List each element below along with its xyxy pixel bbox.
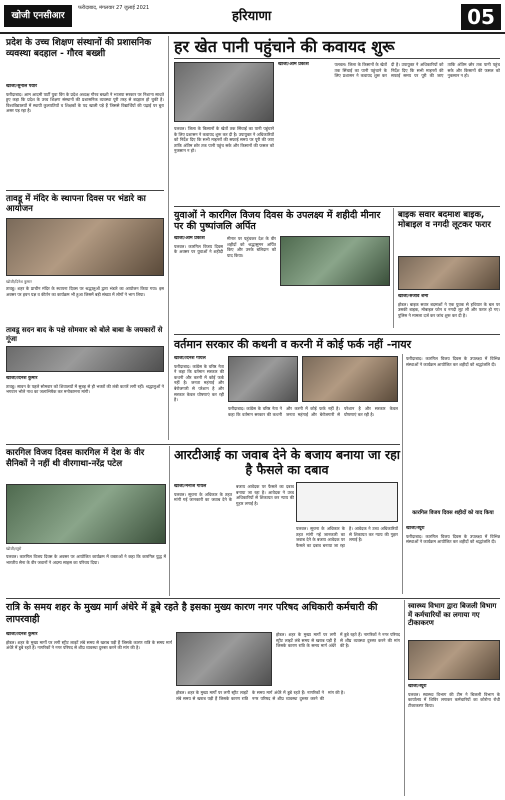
story-7-text: फरीदाबाद। कांग्रेस के वरिष्ठ नेता ने कहा कि वर्तमान सरकार की कथनी और करनी में कोई फर्क नहीं है। जनता महंगाई और बेरोजगारी से परेशान है और सरकार केवल घोषणाएं कर रही है। [174, 363, 224, 403]
story-11-text-cont-2: होडल। शहर के मुख्य मार्गों पर लगी स्ट्रीट लाइटें लंबे समय से खराब पड़ी हैं जिसके कारण रात्रि के समय मार्ग अंधेरे में डूबे रहते हैं। नागरिकों ने नगर परिषद से शीघ्र व्यवस्था दुरुस्त करने की मांग की है। [276, 632, 400, 649]
story-2-text-cont: पलवल। जिला के किसानों के खेतों तक सिंचाई का पानी पहुंचाने के लिए प्रशासन ने कवायद शुरू कर दी है। उपायुक्त ने अधिकारियों को निर्देश दिए कि सभी माइनरों की सफाई समय पर पूरी की जाए ताकि अंतिम छोर तक पानी पहुंच सके और किसानों की फसल को नुकसान न हो। [174, 126, 274, 154]
story-11-body-cont-2 [276, 632, 400, 686]
story-5-body [174, 236, 276, 332]
story-12-headline: स्वास्थ्य विभाग द्वारा बिजली विभाग में कर्मचारियों का लगाया गए टीकाकरण [408, 602, 497, 627]
section-title: हरियाणा [232, 9, 272, 24]
story-11-byline: खोजी/दिनेश कुमार [6, 632, 38, 637]
story-8-text-cont: फरीदाबाद। कारगिल विजय दिवस के उपलक्ष्य में विभिन्न संस्थाओं ने कार्यक्रम आयोजित कर शहीदों को श्रद्धांजलि दी। [406, 533, 500, 545]
date-line: फरीदाबाद, मंगलवार 27 जुलाई 2021 [78, 5, 150, 11]
story-7-headline: वर्तमान सरकार की कथनी व करनी में कोई फर्क नहीं -नायर [174, 338, 412, 351]
story-11-body-cont [176, 690, 400, 796]
story-3-text: तावडू। शहर के प्राचीन मंदिर के स्थापना दिवस पर श्रद्धालुओं द्वारा भंडारे का आयोजन किया गया। इस अवसर पर हवन यज्ञ व कीर्तन का कार्यक्रम भी हुआ जिसमें बड़ी संख्या में लोगों ने भाग लिया। [6, 286, 164, 297]
story-7-byline: खोजी/दिनेश गोयल [174, 356, 206, 361]
story-1-headline: प्रदेश के उच्च शिक्षण संस्थानों की प्रशासनिक व्यवस्था बदहाल - गौरव बख्शी [6, 38, 152, 59]
story-5-text: पलवल। कारगिल विजय दिवस के अवसर पर युवाओं ने शहीदी मीनार पर पहुंचकर देश के वीर शहीदों को श्रद्धासुमन अर्पित किए और उनके बलिदान को याद किया। [174, 236, 276, 258]
story-4-body [6, 376, 164, 440]
story-2-photo [174, 62, 274, 122]
story-1-text: फरीदाबाद। आम आदमी पार्टी युवा विंग के प्रदेश अध्यक्ष गौरव बख्शी ने भाजपा सरकार पर निशाना साधते हुए कहा कि प्रदेश के उच्च शिक्षण संस्थानों की प्रशासनिक व्यवस्था पूरी तरह से बदहाल हो चुकी है। विश्वविद्यालयों में स्थायी कुलपतियों व शिक्षकों के पद खाली पड़े हैं जिससे विद्यार्थियों की पढ़ाई पर बुरा असर पड़ रहा है। [6, 91, 164, 114]
story-6-headline: बाइक सवार बदमाश बाइक, मोबाइल व नगदी लूटकर फरार [398, 210, 491, 230]
story-9-text-cont: पलवल। सूचना के अधिकार के तहत मांगी गई जानकारी का जवाब देने के बजाय आवेदक पर फैसले का दबाव बनाया जा रहा है। आवेदक ने उच्च अधिकारियों से शिकायत कर न्याय की गुहार लगाई है। [296, 526, 398, 548]
story-2-byline: खोजी/ओम प्रकाश [278, 62, 309, 67]
story-12-byline: खोजी/ब्यूरो [408, 684, 427, 689]
story-7-body-cont [228, 406, 398, 440]
story-5-photo [280, 236, 390, 286]
story-11-text-cont: होडल। शहर के मुख्य मार्गों पर लगी स्ट्रीट लाइटें लंबे समय से खराब पड़ी हैं जिसके कारण रात्रि के समय मार्ग अंधेरे में डूबे रहते हैं। नागरिकों ने नगर परिषद से शीघ्र व्यवस्था दुरुस्त करने की मांग की है। [176, 690, 345, 701]
story-12-body [408, 684, 500, 796]
story-8-body-cont [406, 526, 500, 594]
story-12-text: पलवल। स्वास्थ्य विभाग की टीम ने बिजली विभाग के कार्यालय में शिविर लगाकर कर्मचारियों का कोरोना रोधी टीकाकरण किया। [408, 691, 500, 708]
story-2-text: पलवल। जिला के किसानों के खेतों तक सिंचाई का पानी पहुंचाने के लिए प्रशासन ने कवायद शुरू कर दी है। उपायुक्त ने अधिकारियों को निर्देश दिए कि सभी माइनरों की सफाई समय पर पूरी की जाए ताकि अंतिम छोर तक पानी पहुंच सके और किसानों की फसल को नुकसान न हो। [334, 62, 500, 79]
story-5-byline: खोजी/ओम प्रकाश [174, 236, 205, 241]
story-6-text: होडल। बाइक सवार बदमाशों ने एक युवक से हथियार के बल पर उसकी बाइक, मोबाइल फोन व नगदी लूट ली और फरार हो गए। पुलिस ने मामला दर्ज कर जांच शुरू कर दी है। [398, 301, 500, 318]
story-2-body [278, 62, 500, 202]
story-11-headline: रात्रि के समय शहर के मुख्य मार्ग अंधेरे में डूबे रहते है इसका मुख्य कारण नगर परिषद अधिकारी कर्मचारी की लापरवाही [6, 602, 378, 625]
story-4-text: तावडू। सावन के पहले सोमवार को शिवालयों में सुबह से ही भक्तों की लंबी कतारें लगी रहीं। श्रद्धालुओं ने भगवान भोले नाथ का जलाभिषेक कर मनोकामना मांगी। [6, 383, 164, 395]
story-4-headline: तावडू सदन बाद के पक्षे सोमवार को बोले बाबा के जयकारों से गूंजा [6, 326, 163, 343]
story-10-body [6, 554, 166, 594]
story-6-byline: खोजी/संजीव शर्मा [398, 294, 429, 299]
story-5-headline: युवाओं ने कारगिल विजय दिवस के उपलक्ष्य में शहीदी मीनार पर की पुष्पांजलि अर्पित [174, 210, 381, 232]
story-8-body [406, 356, 500, 506]
page-number: 05 [461, 4, 501, 30]
story-3-body [6, 286, 164, 322]
story-10-photo [6, 484, 166, 544]
newspaper-logo: खोजी एनसीआर [4, 5, 72, 27]
story-9-headline: आरटीआई का जवाब देने के बजाय बनाया जा रहा है फैसले का दबाव [174, 447, 400, 477]
story-11-body [6, 632, 172, 796]
story-6-photo [398, 256, 500, 290]
story-12-photo [408, 640, 500, 680]
story-7-body [174, 356, 224, 440]
story-7-text-cont: फरीदाबाद। कांग्रेस के वरिष्ठ नेता ने कहा कि वर्तमान सरकार की कथनी और करनी में कोई फर्क नहीं है। जनता महंगाई और बेरोजगारी से परेशान है और सरकार केवल घोषणाएं कर रही है। [228, 406, 398, 417]
story-8-headline: कारगिल विजय दिवस शहीदों को याद किया [412, 510, 494, 516]
story-11-text: होडल। शहर के मुख्य मार्गों पर लगी स्ट्रीट लाइटें लंबे समय से खराब पड़ी हैं जिसके कारण रात्रि के समय मार्ग अंधेरे में डूबे रहते हैं। नागरिकों ने नगर परिषद से शीघ्र व्यवस्था दुरुस्त करने की मांग की है। [6, 639, 172, 651]
story-10-text: पलवल। कारगिल विजय दिवस के अवसर पर आयोजित कार्यक्रम में वक्ताओं ने कहा कि कारगिल युद्ध में भारतीय सेना के वीर जवानों ने अदम्य साहस का परिचय दिया। [6, 554, 166, 565]
story-2-body-cont [174, 126, 274, 202]
story-3-byline: खोजी/दिनेश कुमार [6, 279, 32, 284]
story-9-byline: खोजी/मनोज गोयल [174, 484, 207, 489]
story-8-byline: खोजी/ब्यूरो [406, 526, 425, 531]
story-1-byline: खोजी/सुनील पंवार [6, 84, 38, 89]
story-9-body-cont [296, 526, 398, 594]
story-7-photo-2 [302, 356, 398, 402]
masthead [0, 0, 505, 34]
story-11-photo [176, 632, 272, 686]
highlight-box [296, 482, 398, 522]
story-4-byline: खोजी/दिनेश कुमार [6, 376, 38, 381]
story-8-text: फरीदाबाद। कारगिल विजय दिवस के उपलक्ष्य में विभिन्न संस्थाओं ने कार्यक्रम आयोजित कर शहीदों को श्रद्धांजलि दी। [406, 356, 500, 367]
story-3-headline: तावडू में मंदिर के स्थापना दिवस पर भंडारे का आयोजन [6, 194, 146, 214]
story-3-photo [6, 218, 164, 276]
story-10-byline: खोजी/ब्यूरो [6, 546, 22, 551]
story-4-photo [6, 346, 164, 372]
story-7-photo-1 [228, 356, 298, 402]
story-10-headline: कारगिल विजय दिवस कारगिल में देश के वीर सैनिकों ने नहीं थी वीरगाथा-नरेंद्र पटेल [6, 448, 145, 469]
story-9-text: पलवल। सूचना के अधिकार के तहत मांगी गई जानकारी का जवाब देने के बजाय आवेदक पर फैसले का दबाव बनाया जा रहा है। आवेदक ने उच्च अधिकारियों से शिकायत कर न्याय की गुहार लगाई है। [174, 484, 294, 506]
story-1-body [6, 84, 164, 186]
story-6-body [398, 294, 500, 328]
story-9-body [174, 484, 294, 594]
story-2-headline: हर खेत पानी पहुंचाने की कवायद शुरू [174, 37, 395, 56]
